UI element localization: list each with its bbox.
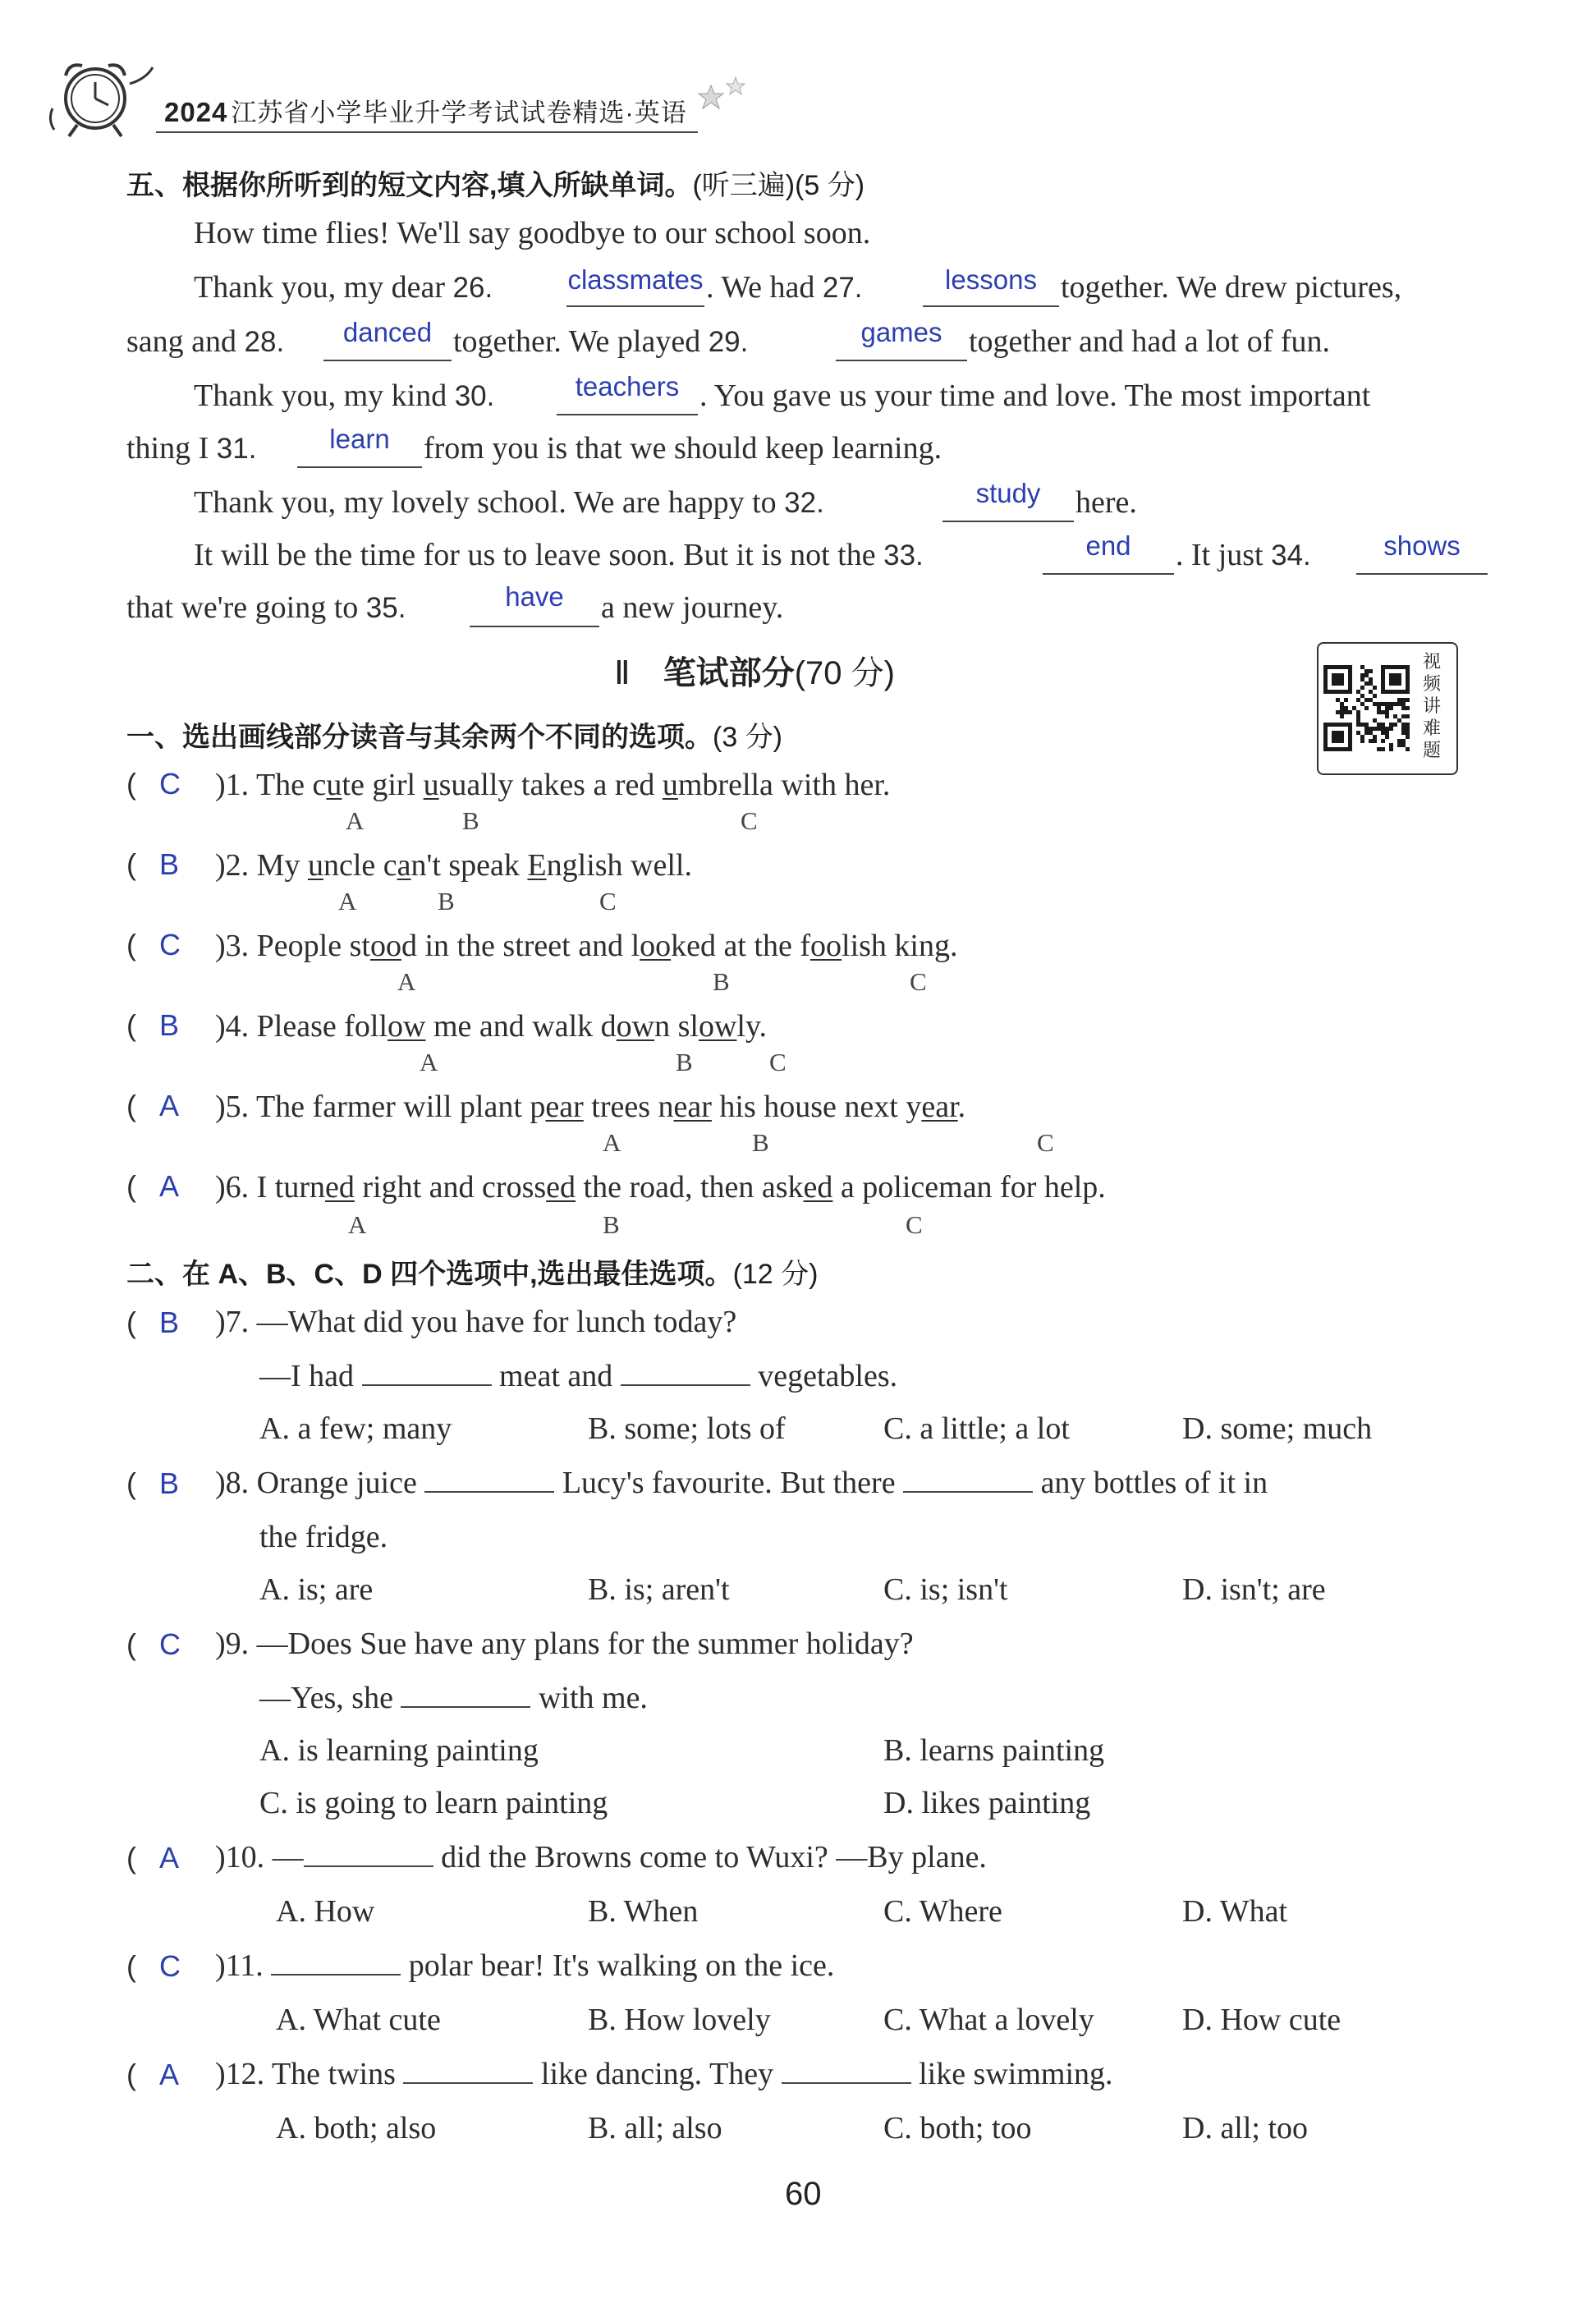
answer-30: teachers [575, 371, 680, 402]
option-7b: B. some; lots of [588, 1411, 786, 1446]
option-8d: D. isn't; are [1182, 1572, 1326, 1607]
question-9-stem: )9. —Does Sue have any plans for the summer holiday? [215, 1627, 914, 1661]
passage-line-2: Thank you, my dear 26. [194, 270, 493, 305]
answer-5: A [159, 1089, 180, 1122]
question-9-line-2: —Yes, she with me. [259, 1681, 648, 1715]
question-8-line-2: the fridge. [259, 1520, 388, 1554]
answer-2: B [159, 847, 180, 881]
question-7-stem: )7. —What did you have for lunch today? [215, 1305, 737, 1339]
answer-9: C [159, 1627, 181, 1661]
blank-26 [566, 305, 704, 307]
answer-26: classmates [567, 264, 704, 295]
blank-31 [297, 466, 422, 468]
answer-6: A [159, 1169, 180, 1203]
passage-line-4: Thank you, my kind 30. [194, 379, 495, 413]
blank-35 [470, 626, 599, 627]
blank-33 [1043, 573, 1174, 575]
answer-4: B [159, 1008, 180, 1042]
answer-8: B [159, 1466, 180, 1500]
question-12-stem: )12. The twins like dancing. They like swimming. [215, 2057, 1113, 2091]
answer-28: danced [342, 317, 433, 347]
question-10-stem: )10. — did the Browns come to Wuxi? —By plane. [215, 1840, 987, 1875]
answer-31: learn [329, 424, 390, 454]
qr-code-icon[interactable] [1320, 645, 1412, 770]
qr-label: 视 频 讲 难 题 [1422, 651, 1441, 760]
answer-11: C [159, 1949, 181, 1983]
option-7d: D. some; much [1182, 1411, 1373, 1446]
blank-34 [1356, 573, 1488, 575]
option-12d: D. all; too [1182, 2111, 1309, 2145]
blank-27 [923, 305, 1059, 307]
answer-34: shows [1383, 530, 1461, 561]
section-1-title: 一、选出画线部分读音与其余两个不同的选项。(3 分) [126, 722, 782, 753]
option-9a: A. is learning painting [259, 1733, 539, 1768]
answer-33: end [1085, 530, 1131, 561]
option-11d: D. How cute [1182, 2003, 1341, 2037]
blank-32 [942, 521, 1074, 522]
option-9c: C. is going to learn painting [259, 1786, 608, 1820]
part-2-title: Ⅱ 笔试部分(70 分) [614, 654, 895, 691]
option-12b: B. all; also [588, 2111, 722, 2145]
answer-29: games [860, 317, 942, 347]
answer-35: have [505, 581, 564, 612]
answer-32: study [975, 478, 1041, 508]
option-11c: C. What a lovely [883, 2003, 1094, 2037]
passage-line-1: How time flies! We'll say goodbye to our school soon. [194, 216, 871, 250]
option-12a: A. both; also [276, 2111, 437, 2145]
answer-10: A [159, 1841, 180, 1875]
answer-12: A [159, 2058, 180, 2091]
option-8c: C. is; isn't [883, 1572, 1008, 1607]
option-7a: A. a few; many [259, 1411, 452, 1446]
option-9d: D. likes painting [883, 1786, 1091, 1820]
header-rule [156, 131, 698, 133]
passage-line-3: sang and 28. [126, 324, 285, 359]
blank-30 [557, 414, 698, 415]
page-number: 60 [785, 2176, 822, 2212]
question-8-stem: )8. Orange juice Lucy's favourite. But there any bottles of it in [215, 1466, 1268, 1500]
option-11b: B. How lovely [588, 2003, 771, 2037]
alarm-clock-icon [44, 51, 159, 141]
option-10d: D. What [1182, 1894, 1288, 1929]
option-10c: C. Where [883, 1894, 1002, 1929]
option-12c: C. both; too [883, 2111, 1032, 2145]
question-7-line-2: —I had meat and vegetables. [259, 1359, 898, 1393]
passage-line-8: that we're going to 35. [126, 590, 406, 625]
blank-29 [836, 360, 967, 361]
option-10a: A. How [276, 1894, 375, 1929]
blank-28 [323, 360, 452, 361]
answer-7: B [159, 1306, 180, 1339]
option-7c: C. a little; a lot [883, 1411, 1070, 1446]
passage-line-5: thing I 31. [126, 431, 257, 466]
stars-icon [695, 76, 752, 117]
answer-3: C [159, 928, 181, 961]
option-11a: A. What cute [276, 2003, 441, 2037]
section-5-title: 五、根据你所听到的短文内容,填入所缺单词。(听三遍)(5 分) [126, 170, 865, 201]
option-10b: B. When [588, 1894, 699, 1929]
passage-line-7: It will be the time for us to leave soon. But it is not the 33. [194, 538, 924, 572]
header-title: 2024 江苏省小学毕业升学考试试卷精选·英语 [164, 97, 687, 127]
option-9b: B. learns painting [883, 1733, 1105, 1768]
option-8a: A. is; are [259, 1572, 374, 1607]
answer-27: lessons [945, 264, 1037, 295]
question-11-stem: )11. polar bear! It's walking on the ice. [215, 1948, 835, 1983]
option-8b: B. is; aren't [588, 1572, 730, 1607]
section-2-title: 二、在 A、B、C、D 四个选项中,选出最佳选项。(12 分) [126, 1259, 819, 1290]
worksheet-page: 2024 江苏省小学毕业升学考试试卷精选·英语 五、根据你所听到的短文内容,填入所缺单词。(听三遍)(5 分) How time flies! We'll say goodbye to our school soon. Thank you, my dear 26. classmates . We had 27. lessons together. We drew pictures, sang and 28. danced together. We played 29. games together and had a lot of fun. Thank you, my kind 30. teachers . You gave us your time and love. The most important thing I 31. learn from you is that we should keep learning. Thank you, my lovely school. We are happy to 32. study here. It will be the time for us to leave soon. But it is not the 33. end . It just 34. shows that we're going to 35. have a new journey. Ⅱ 笔试部分(70 分) 视 频 讲 难 题 一、选出画线部分读音与其余两个不同的选项。(3 分) ( C )1. The cute girl usually takes a red umbrella with her. A B C ( B )2. My uncle can't speak English well. A B C ( C )3. People stood in the street and looked at the foolish king. A B C ( B )4. Please follow me and walk down slowly. A B C ( A )5. The farmer will plant pear trees near his house next year. A B C ( A )6. I turned right and crossed the road, then asked a policeman for help. A B C 二、在 A、B、C、D 四个选项中,选出最佳选项。(12 分) ( B )7. —What did you have for lunch today? —I had meat and vegetables. A. a few; many B. some; lots of C. a little; a lot D. some; much ( B )8. Orange juice Lucy's favourite. But there any bottles of it in the fridge. A. is; are B. is; aren't C. is; isn't D. isn't; are ( C )9. —Does Sue have any plans for the summer holiday? —Yes, she with me. A. is learning painting B. learns painting C. is going to learn painting D. likes painting ( A )10. — did the Browns come to Wuxi? —By plane. A. How B. When C. Where D. What ( C )11. polar bear! It's walking on the ice. A. What cute B. How lovely C. What a lovely D. How cute ( A )12. The twins like dancing. They like swimming. A. both; also B. all; also C. both; too D. all; too 60 [0, 0, 1596, 2299]
answer-1: C [159, 767, 181, 801]
passage-line-6: Thank you, my lovely school. We are happy to 32. [194, 485, 824, 520]
